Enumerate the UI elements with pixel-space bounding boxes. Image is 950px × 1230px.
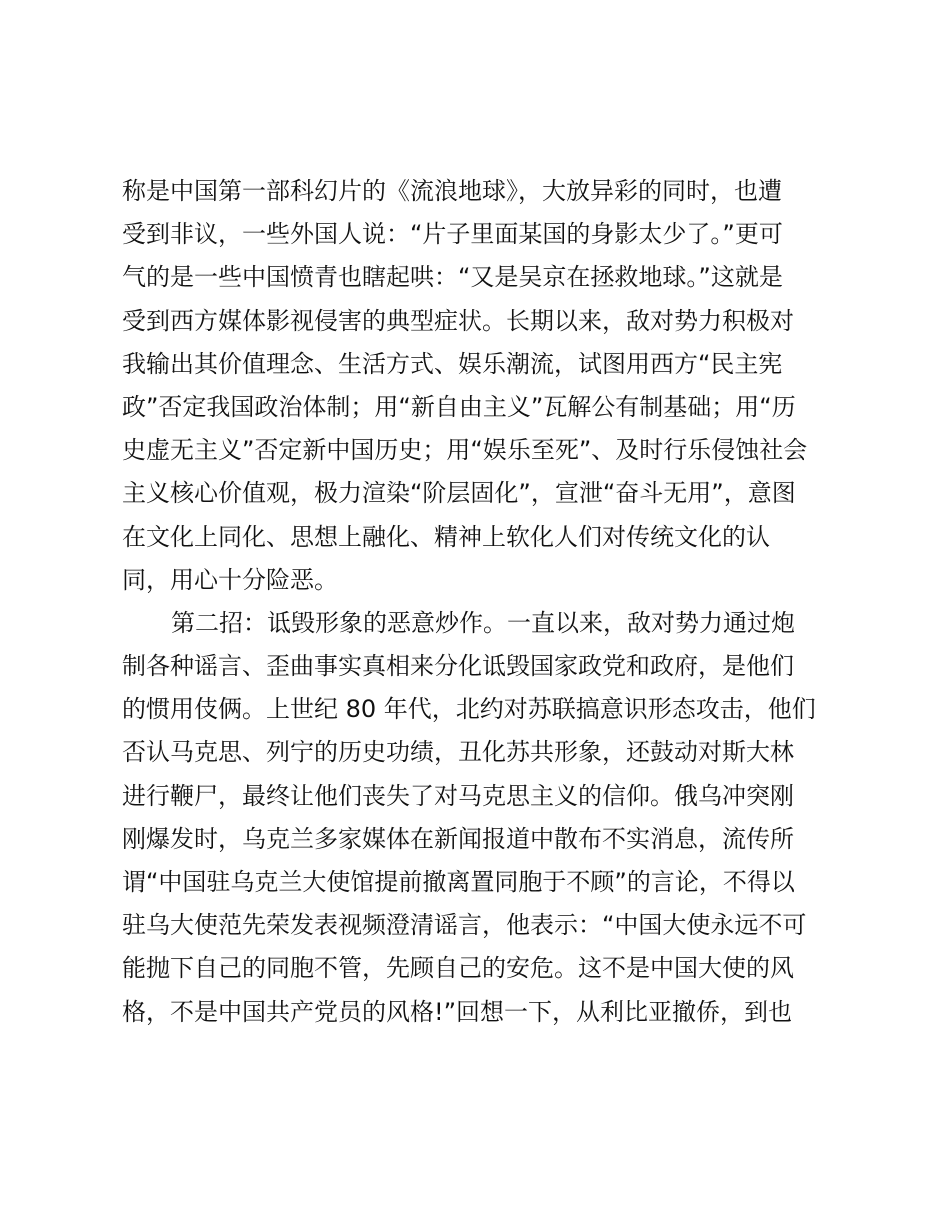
text-line: 刚爆发时，乌克兰多家媒体在新闻报道中散布不实消息，流传所 — [122, 824, 794, 853]
text-line: 的惯用伎俩。上世纪 80 年代，北约对苏联搞意识形态攻击，他们 — [122, 695, 816, 724]
text-line: 谓“中国驻乌克兰大使馆提前撤离置同胞于不顾”的言论，不得以 — [122, 868, 795, 896]
text-line: 同，用心十分险恶。 — [122, 565, 338, 594]
text-line: 能抛下自己的同胞不管，先顾自己的安危。这不是中国大使的风 — [122, 954, 794, 983]
text-line: 进行鞭尸，最终让他们丧失了对马克思主义的信仰。俄乌冲突刚 — [122, 781, 794, 810]
text-line: 称是中国第一部科幻片的《流浪地球》，大放异彩的同时，也遭 — [122, 177, 782, 205]
text-line: 在文化上同化、思想上融化、精神上软化人们对传统文化的认 — [122, 522, 770, 551]
text-line: 气的是一些中国愤青也瞎起哄：“又是吴京在拯救地球。”这就是 — [122, 263, 783, 292]
text-line: 否认马克思、列宁的历史功绩，丑化苏共形象，还鼓动对斯大林 — [122, 738, 794, 767]
text-line: 我输出其价值理念、生活方式、娱乐潮流，试图用西方“民主宪 — [122, 349, 783, 378]
body-text — [122, 170, 842, 1034]
text-line: 制各种谣言、歪曲事实真相来分化诋毁国家政党和政府，是他们 — [122, 652, 794, 681]
text-line: 格，不是中国共产党员的风格!”回想一下，从利比亚撤侨，到也 — [122, 997, 793, 1026]
text-line: 受到西方媒体影视侵害的典型症状。长期以来，敌对势力积极对 — [122, 306, 794, 335]
text-line: 驻乌大使范先荣发表视频澄清谣言，他表示：“中国大使永远不可 — [122, 911, 807, 940]
text-line: 受到非议，一些外国人说：“片子里面某国的身影太少了。”更可 — [122, 220, 783, 249]
text-line: 政”否定我国政治体制；用“新自由主义”瓦解公有制基础；用“历 — [122, 392, 796, 421]
text-line: 史虚无主义”否定新中国历史；用“娱乐至死”、及时行乐侵蚀社会 — [122, 436, 808, 465]
text-line: 主义核心价值观，极力渲染“阶层固化”，宣泄“奋斗无用”，意图 — [122, 479, 796, 508]
paragraph-start-line: 第二招：诋毁形象的恶意炒作。一直以来，敌对势力通过炮 — [171, 608, 795, 637]
